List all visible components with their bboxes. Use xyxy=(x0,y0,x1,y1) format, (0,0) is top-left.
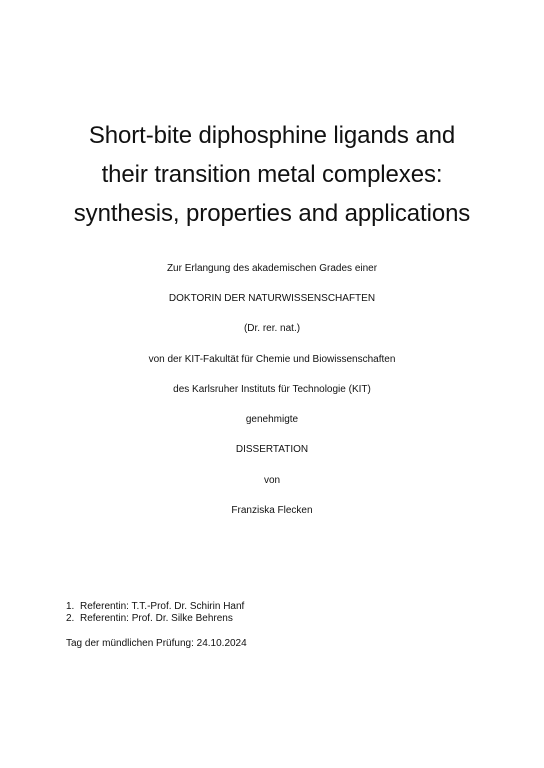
institution: des Karlsruher Instituts für Technologie (KIT) xyxy=(173,384,371,395)
referee-item xyxy=(66,613,244,625)
title-line-1: Short-bite diphosphine ligands and xyxy=(88,122,456,149)
document-type: DISSERTATION xyxy=(235,444,309,455)
title-line-2: their transition metal complexes: xyxy=(101,161,443,188)
by-label: von xyxy=(263,475,281,486)
title-line-3: synthesis, properties and applications xyxy=(73,200,471,227)
referee-number: 1. xyxy=(66,601,75,612)
author-name: Franziska Flecken xyxy=(231,505,313,516)
oral-exam-date: Tag der mündlichen Prüfung: 24.10.2024 xyxy=(66,638,247,649)
referee-text: Referentin: T.T.-Prof. Dr. Schirin Hanf xyxy=(80,601,245,612)
faculty: von der KIT-Fakultät für Chemie und Biowissenschaften xyxy=(148,354,396,365)
degree-name: DOKTORIN DER NATURWISSENSCHAFTEN xyxy=(168,293,376,304)
referee-item xyxy=(66,601,244,613)
referee-number: 2. xyxy=(66,613,75,624)
approved-label: genehmigte xyxy=(245,414,299,425)
degree-purpose: Zur Erlangung des akademischen Grades einer xyxy=(166,263,378,274)
referee-list xyxy=(66,601,244,625)
dissertation-title xyxy=(0,116,544,233)
referee-text: Referentin: Prof. Dr. Silke Behrens xyxy=(80,613,233,624)
degree-abbreviation: (Dr. rer. nat.) xyxy=(243,323,301,334)
